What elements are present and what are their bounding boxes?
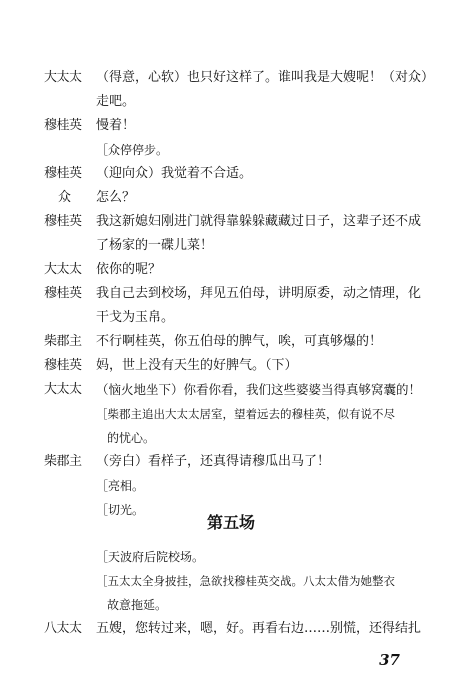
stage-direction [0, 570, 462, 592]
speaker-label: 大太太 [44, 262, 82, 277]
direction-text: 的忧心。 [107, 431, 156, 445]
dialogue-text: 慢着！ [96, 118, 136, 133]
stage-direction [0, 427, 462, 449]
stage-direction [0, 475, 462, 497]
dialogue-line [0, 451, 462, 473]
direction-text: 故意拖延。 [107, 598, 168, 612]
dialogue-text: 干戈为玉帛。 [96, 310, 175, 325]
dialogue-text: （迎向众）我觉着不合适。 [96, 166, 253, 181]
dialogue-text: 了杨家的一碟儿菜！ [96, 238, 214, 253]
dialogue-text: 我这新媳妇刚进门就得靠躲躲藏藏过日子，这辈子还不成 [96, 214, 422, 229]
dialogue-line [0, 618, 462, 640]
direction-text: ［亮相。 [96, 479, 145, 493]
dialogue-line [0, 187, 462, 209]
direction-text: ［柴郡主追出大太太居室，望着远去的穆桂英，似有说不尽 [96, 407, 395, 421]
dialogue-text: 怎么？ [96, 190, 136, 205]
speaker-label: 穆桂英 [44, 118, 82, 133]
dialogue-text: 妈，世上没有天生的好脾气。（下） [96, 358, 298, 373]
dialogue-line [0, 331, 462, 353]
dialogue-text: 不行啊桂英，你五伯母的脾气，唉，可真够爆的！ [96, 334, 383, 349]
dialogue-line [0, 259, 462, 281]
scene-title: 第五场 [206, 513, 255, 532]
speaker-label: 穆桂英 [44, 166, 82, 181]
speaker-label: 穆桂英 [44, 214, 82, 229]
speaker-label: 柴郡主 [44, 454, 82, 469]
speaker-label: 大太太 [44, 382, 82, 397]
direction-text: ［众停停步。 [96, 143, 169, 157]
dialogue-line [0, 235, 462, 257]
direction-text: ［五太太全身披挂，急欲找穆桂英交战。八太太借为她整衣 [96, 574, 395, 588]
stage-direction [0, 546, 462, 568]
direction-text: ［切光。 [96, 503, 145, 517]
stage-direction [0, 139, 462, 161]
dialogue-line [0, 115, 462, 137]
speaker-label: 柴郡主 [44, 334, 82, 349]
speaker-label: 穆桂英 [44, 358, 82, 373]
dialogue-line [0, 211, 462, 233]
dialogue-text: （恼火地坐下）你看你看，我们这些婆婆当得真够窝囊的！ [96, 382, 422, 397]
stage-direction [0, 594, 462, 616]
speaker-label: 八太太 [44, 621, 82, 636]
dialogue-text: 五嫂，您转过来，嗯，好。再看右边……别慌，还得结扎 [96, 621, 422, 636]
dialogue-line [0, 307, 462, 329]
speaker-label: 众 [58, 190, 71, 205]
stage-direction [0, 403, 462, 425]
dialogue-line [0, 67, 462, 89]
page-number: 37 [379, 651, 400, 669]
direction-text: ［天波府后院校场。 [96, 550, 205, 564]
dialogue-line [0, 91, 462, 113]
dialogue-text: 我自己去到校场，拜见五伯母，讲明原委，动之情理，化 [96, 286, 422, 301]
dialogue-text: 依你的呢？ [96, 262, 162, 277]
speaker-label: 穆桂英 [44, 286, 82, 301]
dialogue-line [0, 163, 462, 185]
dialogue-text: （旁白）看样子，还真得请穆瓜出马了！ [96, 454, 331, 469]
dialogue-line [0, 355, 462, 377]
dialogue-text: 走吧。 [96, 94, 136, 109]
dialogue-text: （得意，心软）也只好这样了。谁叫我是大嫂呢！（对众） [96, 70, 435, 85]
speaker-label: 大太太 [44, 70, 82, 85]
dialogue-line [0, 283, 462, 305]
dialogue-line [0, 379, 462, 401]
